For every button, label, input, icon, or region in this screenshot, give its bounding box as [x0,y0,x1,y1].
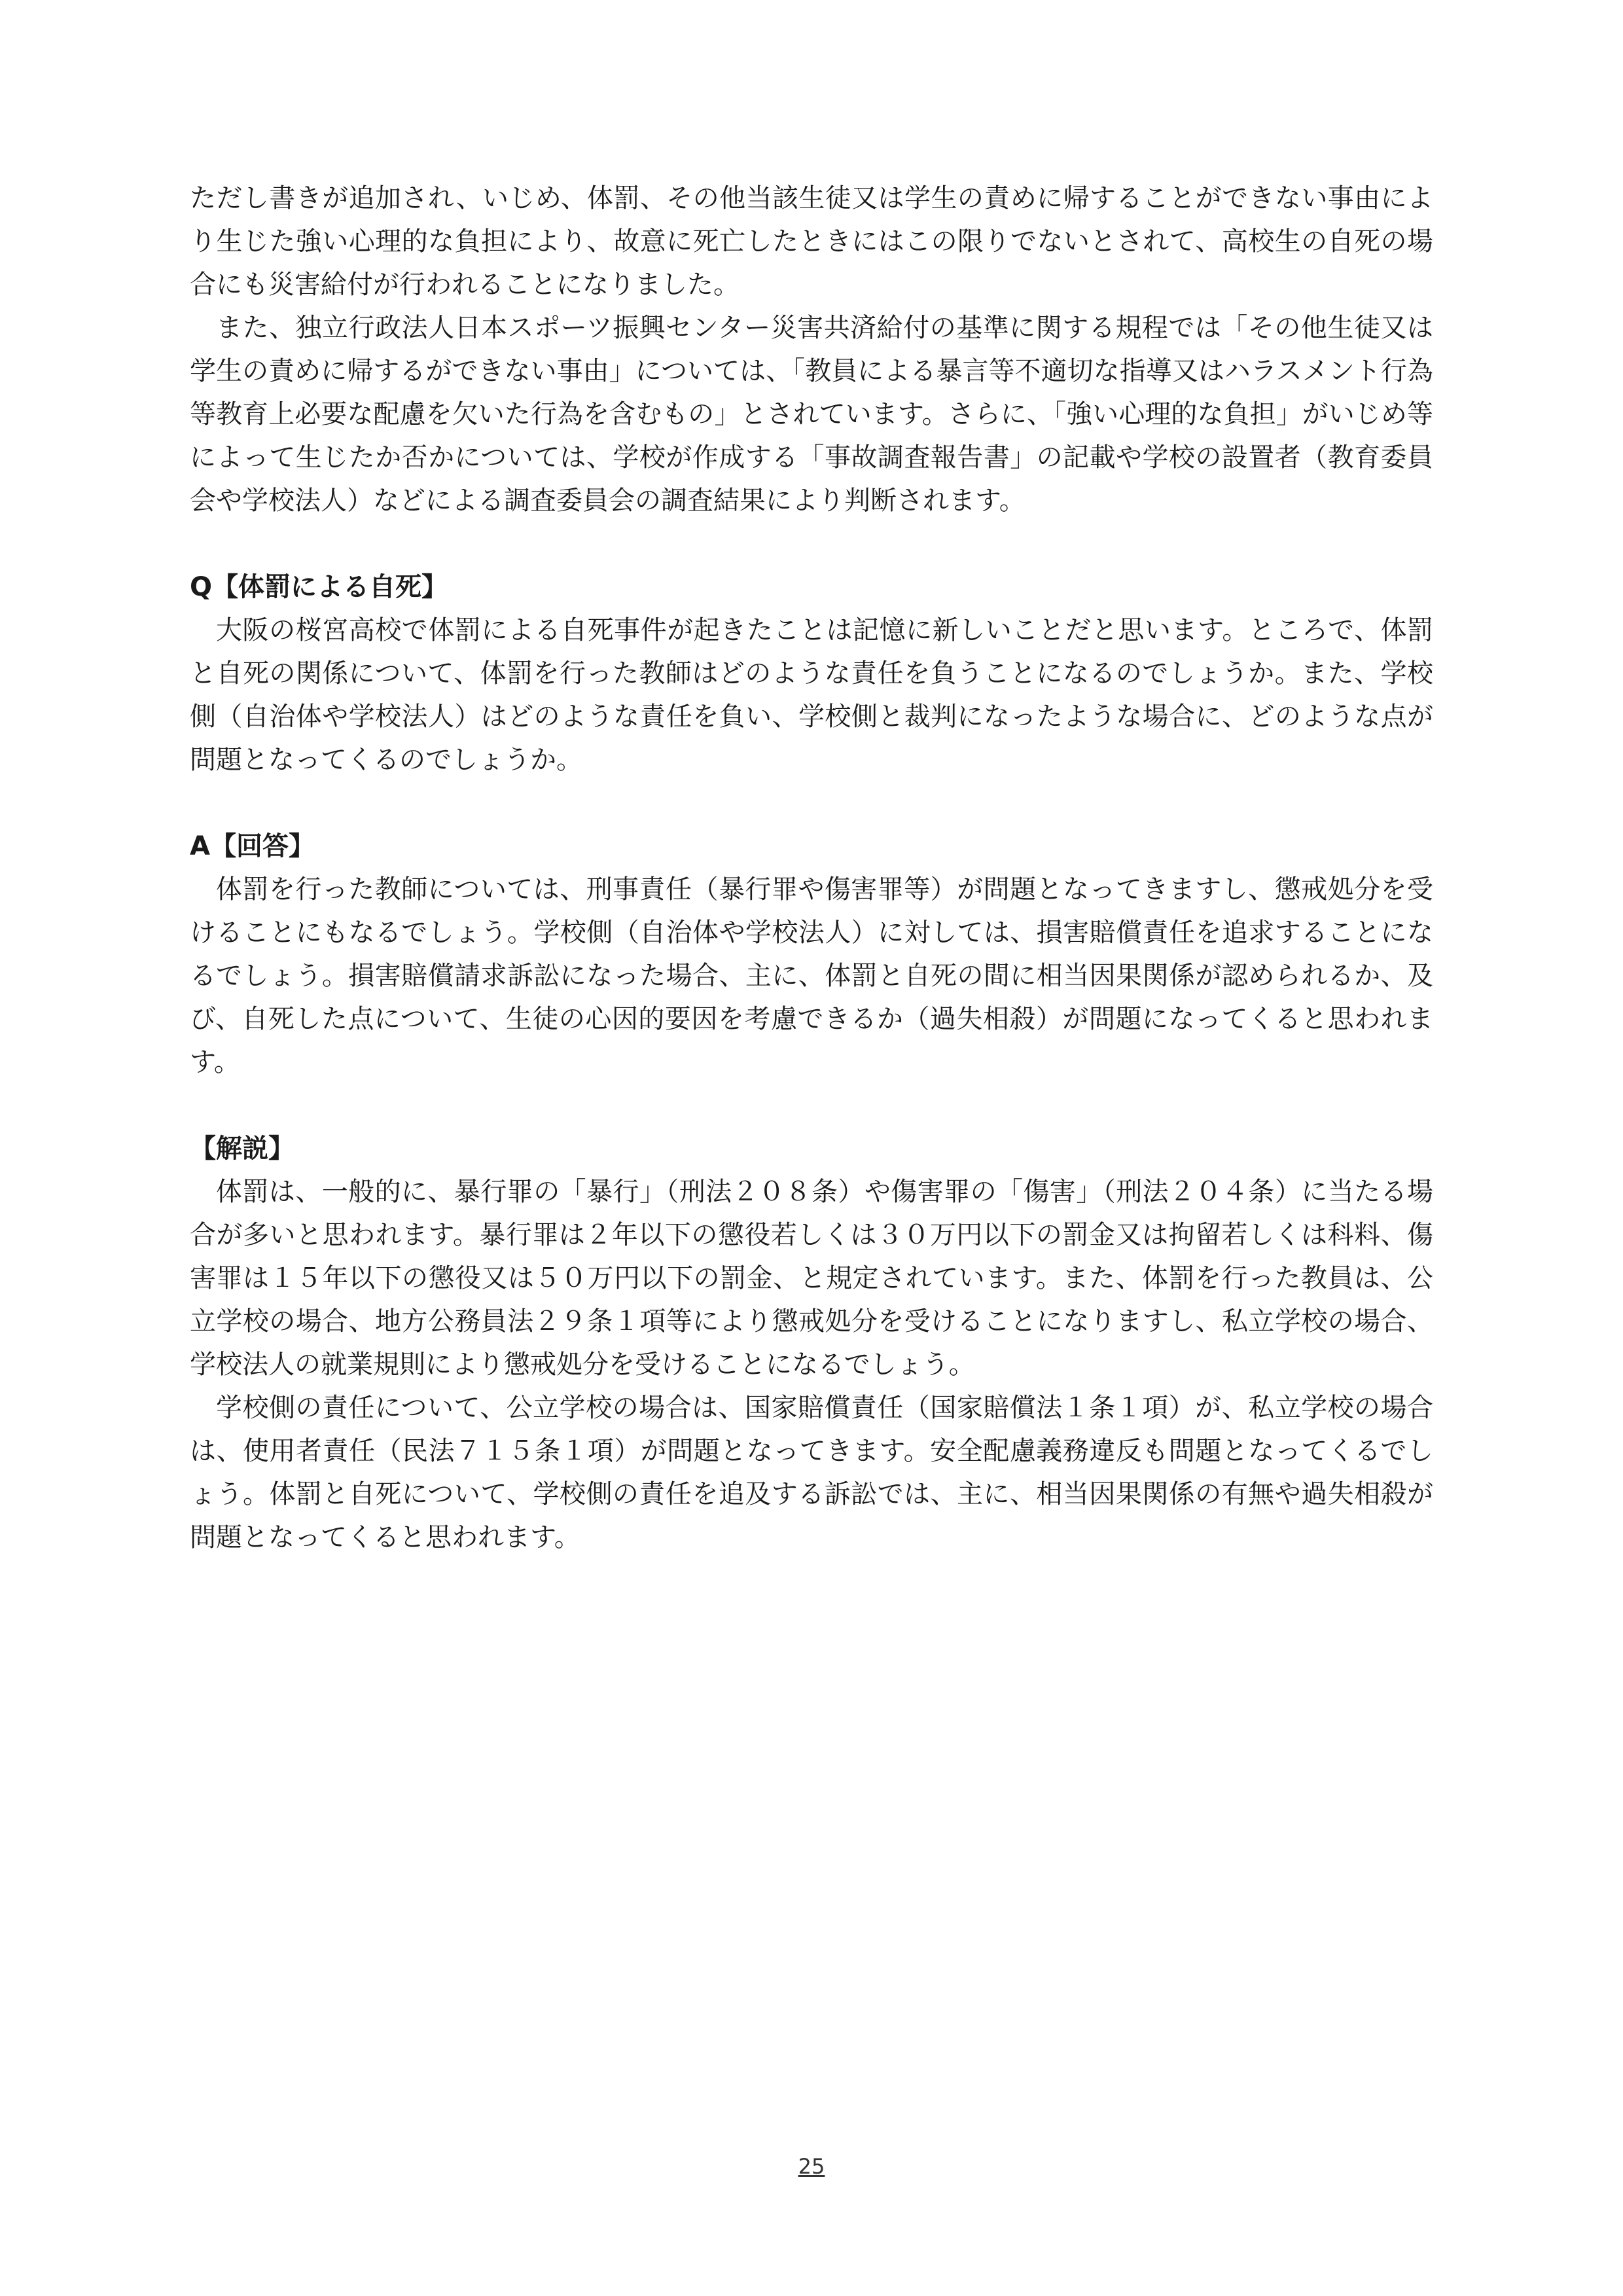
commentary-paragraph-1: 体罰は、一般的に、暴行罪の「暴行」（刑法２０８条）や傷害罪の「傷害」（刑法２０４条）に当たる場合が多いと思われます。暴行罪は２年以下の懲役若しくは３０万円以下の罰金又は拘留若しくは科料、傷害罪は１５年以下の懲役又は５０万円以下の罰金、と規定されています。また、体罰を行った教員は、公立学校の場合、地方公務員法２９条１項等により懲戒処分を受けることになりますし、私立学校の場合、学校法人の就業規則により懲戒処分を受けることになるでしょう。 [190,1177,1433,1380]
question-section [190,565,1433,781]
intro-paragraph-1: ただし書きが追加され、いじめ、体罰、その他当該生徒又は学生の責めに帰することができない事由により生じた強い心理的な負担により、故意に死亡したときにはこの限りでないとされて、高校生の自死の場合にも災害給付が行われることになりました。 [190,183,1433,300]
page-number: 25 [798,2154,825,2179]
intro-paragraph-2: また、独立行政法人日本スポーツ振興センター災害共済給付の基準に関する規程では「その他生徒又は学生の責めに帰するができない事由」については、「教員による暴言等不適切な指導又はハラスメント行為等教育上必要な配慮を欠いた行為を含むもの」とされています。さらに、「強い心理的な負担」がいじめ等によって生じたか否かについては、学校が作成する「事故調査報告書」の記載や学校の設置者（教育委員会や学校法人）などによる調査委員会の調査結果により判断されます。 [190,313,1433,516]
document-page [190,177,1433,1559]
commentary-heading: 【解説】 [190,1134,294,1164]
answer-heading: A【回答】 [190,831,315,861]
intro-section [190,177,1433,522]
commentary-paragraph-2: 学校側の責任について、公立学校の場合は、国家賠償責任（国家賠償法１条１項）が、私立学校の場合は、使用者責任（民法７１５条１項）が問題となってきます。安全配慮義務違反も問題となってくるでしょう。体罰と自死について、学校側の責任を追及する訴訟では、主に、相当因果関係の有無や過失相殺が問題となってくると思われます。 [190,1393,1433,1552]
answer-body: 体罰を行った教師については、刑事責任（暴行罪や傷害罪等）が問題となってきますし、懲戒処分を受けることにもなるでしょう。学校側（自治体や学校法人）に対しては、損害賠償責任を追求することになるでしょう。損害賠償請求訴訟になった場合、主に、体罰と自死の間に相当因果関係が認められるか、及び、自死した点について、生徒の心因的要因を考慮できるか（過失相殺）が問題になってくると思われます。 [190,874,1433,1077]
answer-section [190,825,1433,1084]
question-body: 大阪の桜宮高校で体罰による自死事件が起きたことは記憶に新しいことだと思います。ところで、体罰と自死の関係について、体罰を行った教師はどのような責任を負うことになるのでしょうか。また、学校側（自治体や学校法人）はどのような責任を負い、学校側と裁判になったような場合に、どのような点が問題となってくるのでしょうか。 [190,615,1433,775]
question-heading: Q【体罰による自死】 [190,572,448,602]
commentary-section [190,1127,1433,1559]
